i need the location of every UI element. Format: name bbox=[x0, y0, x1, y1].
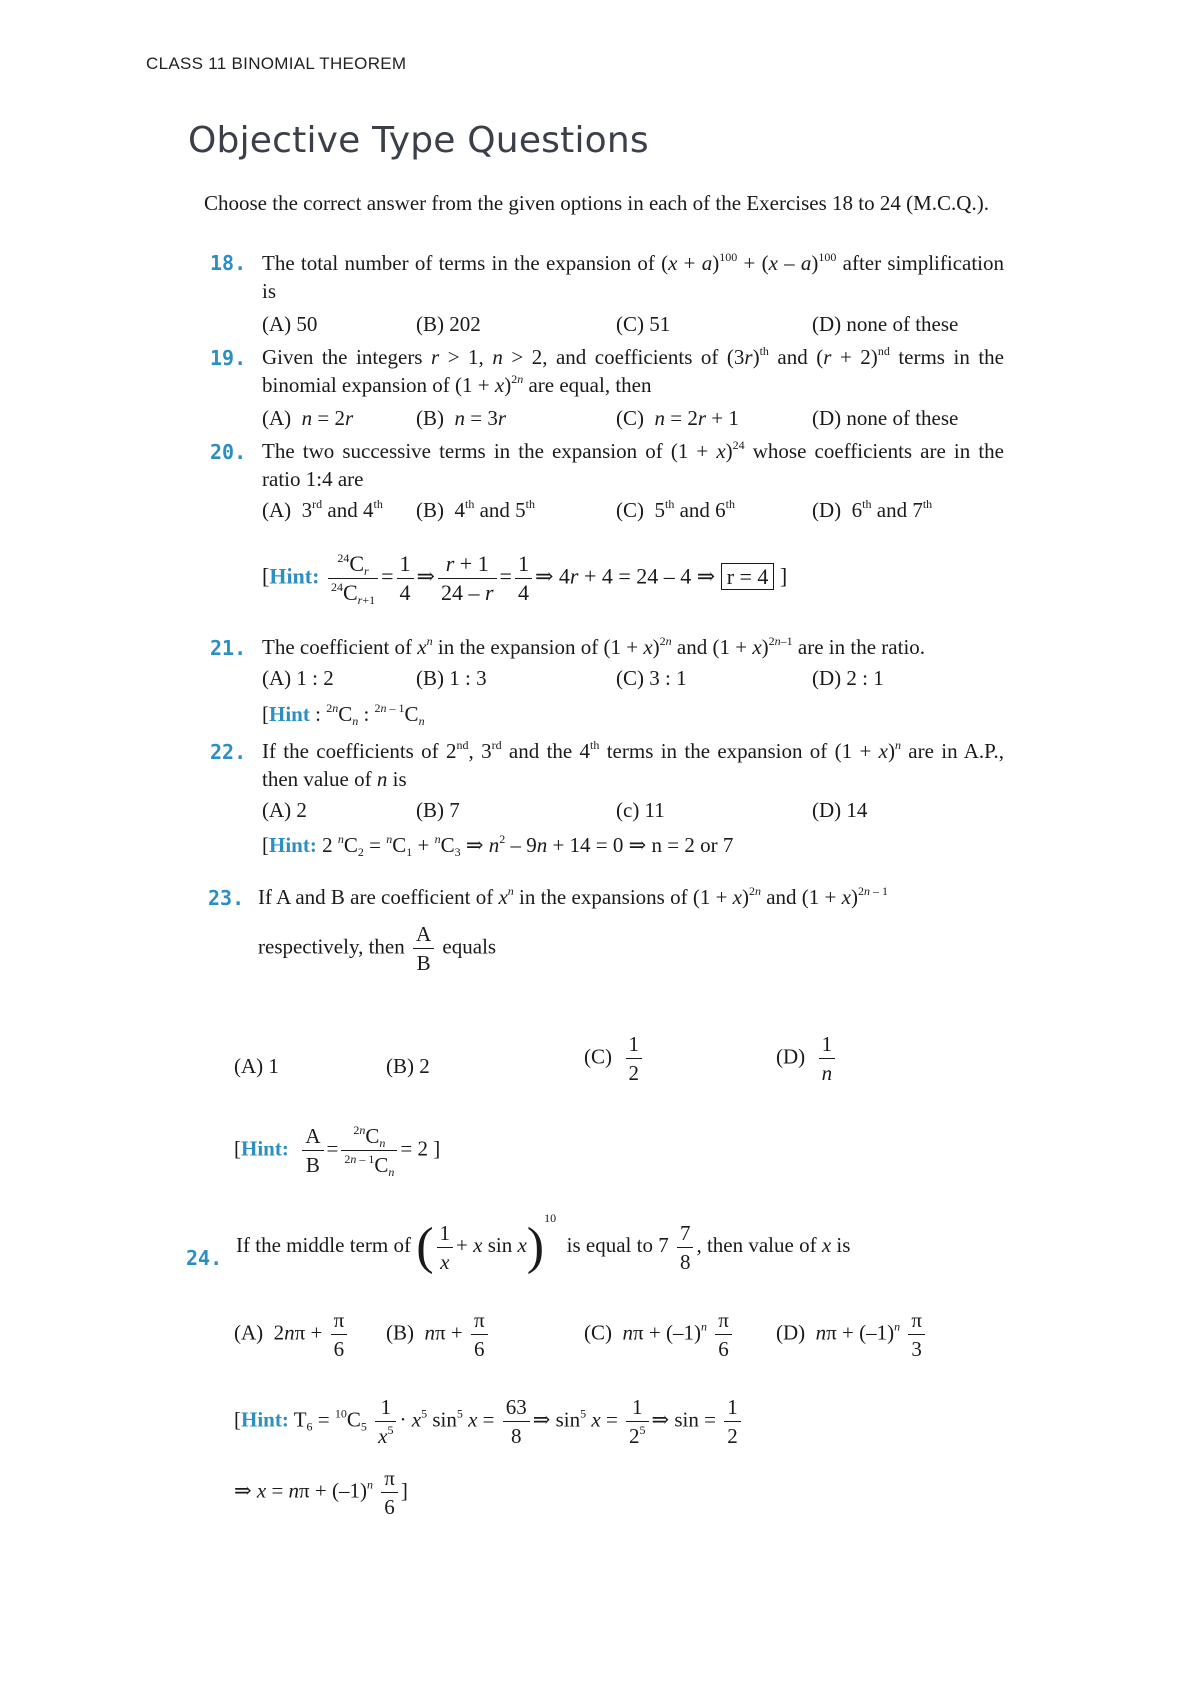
q23-option-d-label: (D) bbox=[776, 1044, 806, 1069]
question-20-text: The two successive terms in the expansion of $(1 + x)^{24}$ whose coefficients are in the ratio 1:4 are bbox=[262, 438, 1004, 491]
q23-hint: [Hint: $\frac{A}{B}$ = $^{2n}C_n$ $^{2n - 1}C_n$ = 2 ] bbox=[234, 1123, 441, 1179]
q23-option-b[interactable]: (B) 2 bbox=[386, 1054, 430, 1078]
q19-option-c[interactable]: (C) n = 2r + 1 bbox=[616, 406, 739, 430]
question-19-text: Given the integers r > 1, n > 2, and coefficients of $(3r)^{th}$ and $(r + 2)^{nd}$ terms in the binomial expansion of $(1 + x)^{2n}$ are equal, then bbox=[262, 344, 1004, 397]
q22-hint-label: Hint: bbox=[269, 833, 317, 857]
question-number-24: 24. bbox=[186, 1246, 223, 1270]
question-number-19: 19. bbox=[210, 346, 247, 370]
q22-option-a[interactable]: (A) 2 bbox=[262, 798, 307, 822]
q23-option-c-label: (C) bbox=[584, 1044, 612, 1069]
q20-option-b[interactable]: (B) 4th and 5th bbox=[416, 497, 536, 522]
q23-option-c[interactable]: (C) $\frac{1}{2}$ bbox=[584, 1030, 645, 1087]
q24-option-b-label: (B) bbox=[386, 1320, 414, 1345]
q22-option-b[interactable]: (B) 7 bbox=[416, 798, 460, 822]
q19-option-d[interactable]: (D) none of these bbox=[812, 406, 959, 430]
q22-hint-result: n = 2 or 7 bbox=[651, 833, 734, 857]
q19-option-b[interactable]: (B) n = 3r bbox=[416, 406, 507, 430]
question-21-text: The coefficient of $x^n$ in the expansion of $(1 + x)^{2n}$ and $(1 + x)^{2n-1}$ are in the ratio. bbox=[262, 634, 926, 659]
section-title: Objective Type Questions bbox=[188, 120, 649, 161]
q24-hint-label: Hint: bbox=[241, 1407, 289, 1432]
q20-option-c[interactable]: (C) 5th and 6th bbox=[616, 497, 736, 522]
question-23-text-line1: If A and B are coefficient of $x^n$ in the expansions of $(1 + x)^{2n}$ and $(1 + x)^{2n - 1}$ bbox=[258, 884, 888, 909]
question-23-text-line2: respectively, then $\frac{A}{B}$ equals bbox=[258, 922, 497, 975]
q23-option-a[interactable]: (A) 1 bbox=[234, 1054, 279, 1078]
q20-option-d[interactable]: (D) 6th and 7th bbox=[812, 497, 933, 522]
question-number-21: 21. bbox=[210, 636, 247, 660]
q21-hint: [Hint : $^{2n}C_n$ : $^{2n - 1}C_n$ bbox=[262, 701, 425, 728]
page-header: CLASS 11 BINOMIAL THEOREM bbox=[146, 54, 407, 73]
question-number-22: 22. bbox=[210, 740, 247, 764]
q20-option-a[interactable]: (A) 3rd and 4th bbox=[262, 497, 383, 522]
intro-text: Choose the correct answer from the given options in each of the Exercises 18 to 24 (M.C.Q.). bbox=[204, 191, 989, 215]
q21-hint-label: Hint bbox=[269, 702, 310, 726]
q21-option-d[interactable]: (D) 2 : 1 bbox=[812, 666, 884, 690]
question-number-20: 20. bbox=[210, 440, 247, 464]
q21-option-b[interactable]: (B) 1 : 3 bbox=[416, 666, 487, 690]
q22-hint: [Hint: 2 $^nC_2 = ^nC_1 + ^nC_3$ ⇒ $n^2 - 9n + 14 = 0$ ⇒ n = 2 or 7 bbox=[262, 832, 734, 859]
q23-hint-label: Hint: bbox=[241, 1136, 289, 1161]
q24-option-b[interactable]: (B) nπ + $\frac{\pi}{6}$ bbox=[386, 1306, 491, 1363]
q22-option-c[interactable]: (c) 11 bbox=[616, 798, 665, 822]
question-number-18: 18. bbox=[210, 251, 247, 275]
q18-option-a[interactable]: (A) 50 bbox=[262, 312, 318, 336]
q24-hint-line1: [Hint: $T_6 = ^{10}C_5$ $\frac{1}{x^5}$ · $x^5$ $\sin^5 x$ = $\frac{63}{8}$ ⇒ $\sin^5 x$ = $\frac{1}{2^5}$ ⇒ sin = $\frac{1}{2}$ bbox=[234, 1393, 744, 1450]
q24-option-d[interactable]: (D) $n\pi + (-1)^n$ $\frac{\pi}{3}$ bbox=[776, 1306, 928, 1363]
q18-option-c[interactable]: (C) 51 bbox=[616, 312, 671, 336]
q24-option-d-label: (D) bbox=[776, 1320, 806, 1345]
question-22-text: If the coefficients of 2nd, 3rd and the 4th terms in the expansion of $(1 + x)^n$ are in A.P., then value of n is bbox=[262, 738, 1005, 791]
question-number-23: 23. bbox=[208, 886, 245, 910]
q21-option-c[interactable]: (C) 3 : 1 bbox=[616, 666, 687, 690]
q21-option-a[interactable]: (A) 1 : 2 bbox=[262, 666, 334, 690]
q20-hint-result: r = 4 bbox=[721, 563, 775, 590]
q20-hint-label: Hint: bbox=[269, 563, 320, 589]
q20-hint: [Hint: $\frac{^{24}C_r}{^{24}C_{r+1}}$ = $\frac{1}{4}$ ⇒ $\frac{r + 1}{24 - r}$ = $\frac{1}{4}$ ⇒ 4r + 4 = 24 – 4 ⇒ r = 4 ] bbox=[262, 551, 788, 607]
q24-option-c-label: (C) bbox=[584, 1320, 612, 1345]
q18-option-d[interactable]: (D) none of these bbox=[812, 312, 959, 336]
q24-hint-line2: ⇒ $x = n\pi + (-1)^n$ $\frac{\pi}{6}$ ] bbox=[234, 1466, 408, 1519]
q23-option-d[interactable]: (D) $\frac{1}{n}$ bbox=[776, 1030, 838, 1087]
q24-option-a-label: (A) bbox=[234, 1320, 264, 1345]
q24-option-c[interactable]: (C) $n\pi + (-1)^n$ $\frac{\pi}{6}$ bbox=[584, 1306, 735, 1363]
question-18-text: The total number of terms in the expansion of $(x + a)^{100} + (x - a)^{100}$ after simplification is bbox=[262, 250, 1005, 303]
q18-option-b[interactable]: (B) 202 bbox=[416, 312, 481, 336]
q22-option-d[interactable]: (D) 14 bbox=[812, 798, 868, 822]
q19-option-a[interactable]: (A) n = 2r bbox=[262, 406, 354, 430]
q24-option-a[interactable]: (A) 2nπ + $\frac{\pi}{6}$ bbox=[234, 1306, 350, 1363]
question-24-text: If the middle term of ( $\frac{1}{x}$ + x sin x)$^{10}$ is equal to 7 $\frac{7}{8}$ , then value of x is bbox=[236, 1211, 851, 1276]
